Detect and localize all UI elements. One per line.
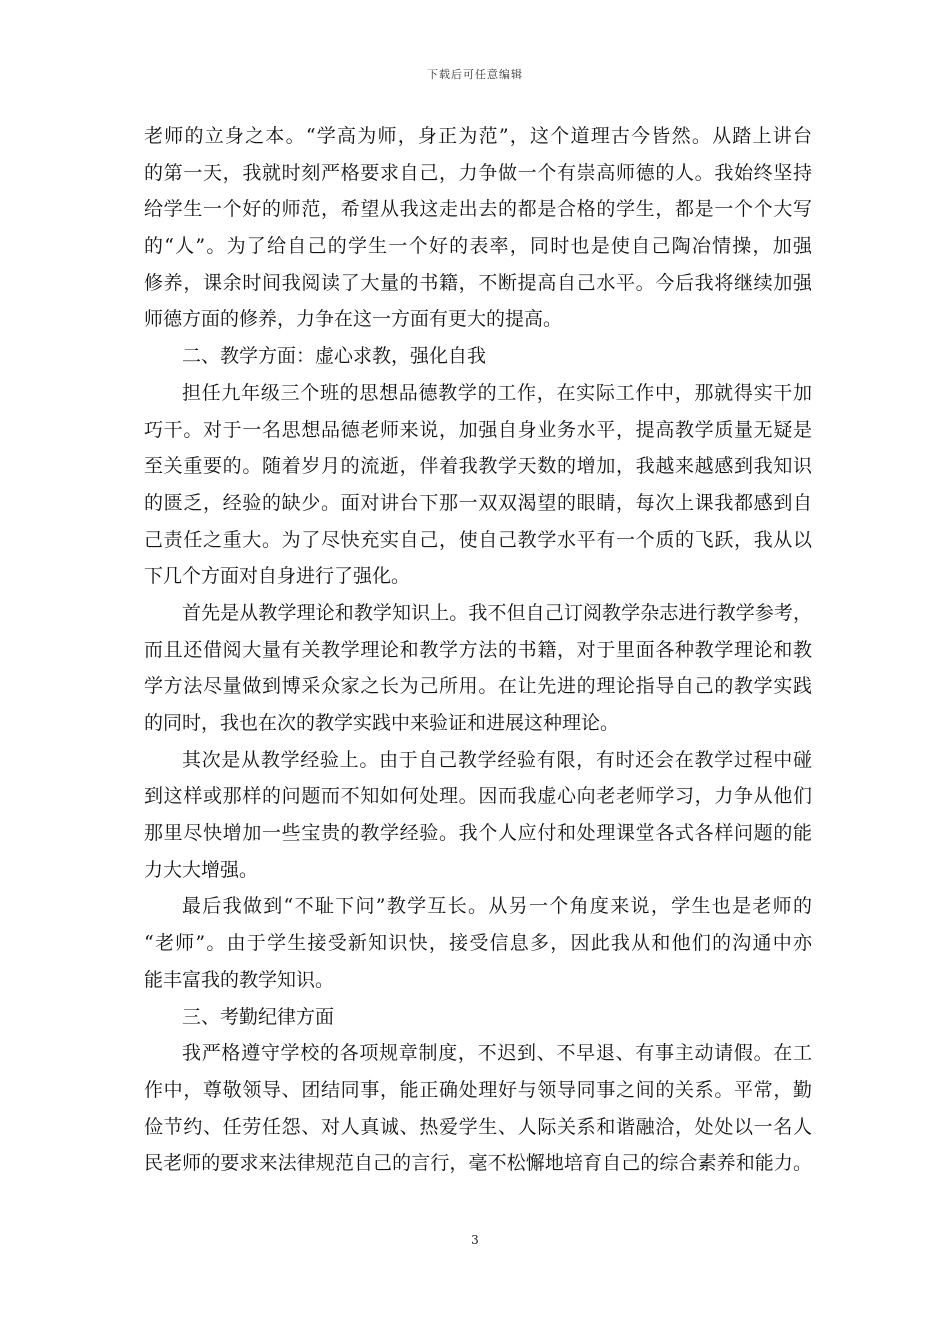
text-line: 而且还借阅大量有关教学理论和教学方法的书籍，对于里面各种教学理论和教 (144, 638, 812, 661)
text-line: 我严格遵守学校的各项规章制度，不迟到、不早退、有事主动请假。在工 (182, 1042, 812, 1065)
text-line: 巧干。对于一名思想品德老师来说，加强自身业务水平，提高教学质量无疑是 (144, 418, 812, 441)
text-line: 至关重要的。随着岁月的流逝，伴着我教学天数的增加，我越来越感到我知识 (144, 455, 812, 478)
text-line: 下几个方面对自身进行了强化。 (144, 565, 411, 588)
text-line: 的“人”。为了给自己的学生一个好的表率，同时也是使自己陶冶情操，加强 (144, 235, 812, 258)
text-line: 担任九年级三个班的思想品德教学的工作，在实际工作中，那就得实干加 (182, 381, 812, 404)
text-line: 民老师的要求来法律规范自己的言行，毫不松懈地培育自己的综合素养和能力。 (144, 1152, 812, 1175)
text-line: 能丰富我的教学知识。 (144, 968, 335, 991)
text-line: 的第一天，我就时刻严格要求自己，力争做一个有崇高师德的人。我始终坚持 (144, 161, 812, 184)
page-number: 3 (471, 1233, 479, 1247)
text-line: 作中，尊敬领导、团结同事，能正确处理好与领导同事之间的关系。平常，勤 (144, 1078, 812, 1101)
text-line: 力大大增强。 (144, 858, 259, 881)
text-line: 到这样或那样的问题而不知如何处理。因而我虚心向老老师学习，力争从他们 (144, 785, 812, 808)
text-line: “老师”。由于学生接受新知识快，接受信息多，因此我从和他们的沟通中亦 (144, 932, 812, 955)
document-body (144, 118, 812, 1182)
text-line: 的同时，我也在次的教学实践中来验证和进展这种理论。 (144, 712, 620, 734)
page-header: 下载后可任意编辑 (427, 68, 523, 81)
text-line: 学方法尽量做到博采众家之长为己所用。在让先进的理论指导自己的教学实践 (144, 675, 812, 698)
text-line: 的匮乏，经验的缺少。面对讲台下那一双双渴望的眼睛，每次上课我都感到自 (144, 491, 812, 514)
text-line: 己责任之重大。为了尽快充实自己，使自己教学水平有一个质的飞跃，我从以 (144, 528, 812, 551)
section-heading: 二、教学方面：虚心求教，强化自我 (182, 345, 487, 368)
text-line: 给学生一个好的师范，希望从我这走出去的都是合格的学生，都是一个个大写 (144, 198, 812, 221)
section-heading: 三、考勤纪律方面 (182, 1005, 335, 1028)
text-line: 修养，课余时间我阅读了大量的书籍，不断提高自己水平。今后我将继续加强 (144, 271, 812, 294)
text-line: 老师的立身之本。“学高为师，身正为范”，这个道理古今皆然。从踏上讲台 (144, 125, 812, 147)
text-line: 其次是从教学经验上。由于自己教学经验有限，有时还会在教学过程中碰 (182, 748, 812, 771)
text-line: 最后我做到“不耻下问”教学互长。从另一个角度来说，学生也是老师的 (182, 895, 812, 918)
text-line: 首先是从教学理论和教学知识上。我不但自己订阅教学杂志进行教学参考， (182, 601, 812, 624)
text-line: 师德方面的修养，力争在这一方面有更大的提高。 (144, 308, 563, 331)
text-line: 俭节约、任劳任怨、对人真诚、热爱学生、人际关系和谐融洽，处处以一名人 (144, 1115, 812, 1138)
text-line: 那里尽快增加一些宝贵的教学经验。我个人应付和处理课堂各式各样问题的能 (144, 822, 812, 845)
